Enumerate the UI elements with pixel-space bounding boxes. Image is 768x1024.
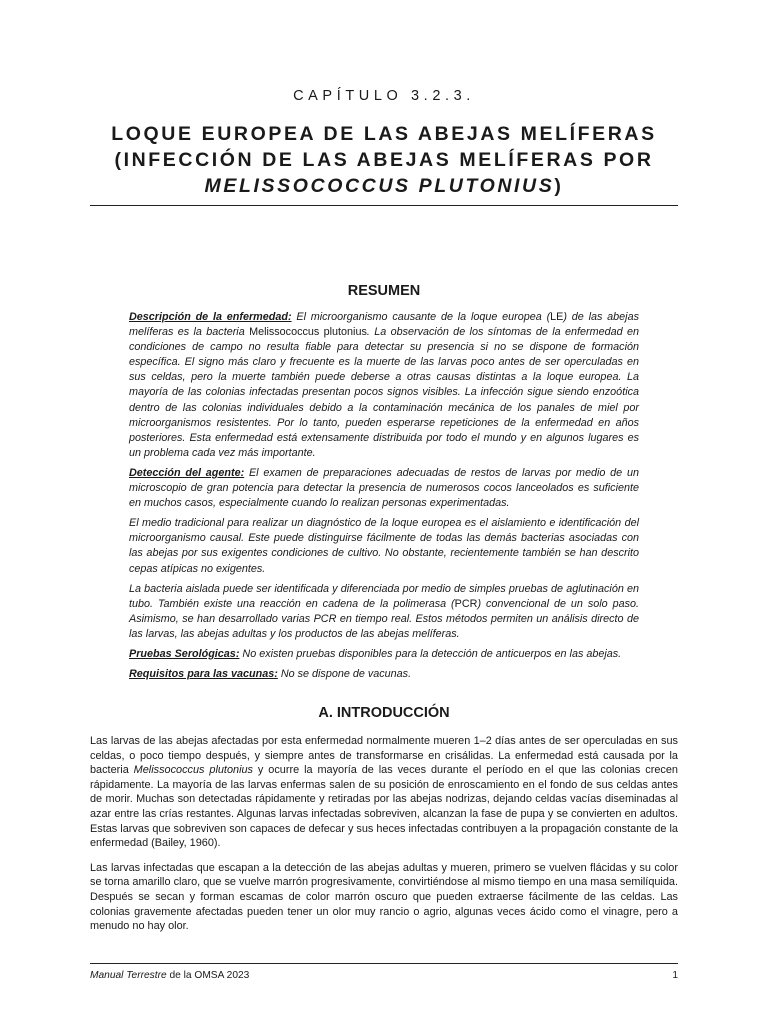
- summary-text: . La observación de los síntomas de la enfermedad en condiciones de campo no resulta fiable para detectar su presencia si no se dispone de formación específica. El signo más claro y frecuente es la muerte de las larvas poco antes de ser operculadas en sus celdas, pero la muerte también puede deberse a otras causas distintas a la loque europea. La mayoría de las colonias infectadas presentan pocos signos visibles. La infección sigue siendo enzoótica dentro de las colonias individuales debido a la contaminación mecánica de los panales de miel por microorganismos resistentes. Por lo tanto, pueden esperarse repeticiones de la enfermedad en años posteriores. Esta enfermedad está extensamente distribuida por todo el mundo y en algunos lugares es un problema cada vez más importante.: [129, 326, 640, 459]
- summary-paragraph-culture: El medio tradicional para realizar un diagnóstico de la loque europea es el aislamiento e identificación del microorganismo causal. Este puede distinguirse fácilmente de todas las demás bacterias asociadas con las abejas por sus exigentes condiciones de cultivo. No obstante, recientemente también se han descrito cepas atípicas no exigentes.: [129, 517, 639, 575]
- body-text: y ocurre la mayoría de las veces durante el período en el que las colonias crecen rápidamente. La mayoría de las larvas enfermas salen de su posición de enroscamiento en el fondo de sus celdas antes de morir. Muchas son detectadas rápidamente y retiradas por las abejas nodrizas, dejando celdas vacías diseminadas al azar entre las crías restantes. Algunas larvas infectadas sobreviven, alcanzan la fase de pupa y se convierten en adultos. Estas larvas que sobreviven son capaces de defecar y sus heces infectadas contribuyen a la propagación constante de la enfermedad (Bailey, 1960).: [90, 764, 678, 850]
- summary-text: El microorganismo causante de la loque europea (: [291, 311, 551, 323]
- summary-paragraph-serology: [129, 647, 639, 662]
- chapter-title: [80, 121, 688, 199]
- summary-label: Descripción de la enfermedad:: [129, 311, 292, 323]
- footer-divider: [90, 963, 678, 964]
- summary-label: Detección del agente:: [129, 466, 245, 479]
- summary-section: [129, 310, 639, 687]
- summary-text: No se dispone de vacunas.: [277, 668, 412, 681]
- summary-text: ) convencional de un solo paso. Asimismo, se han desarrollado varias PCR en tiempo real. Estos métodos permiten un análisis directo de las larvas, las abejas adultas y los productos de las abejas melíferas.: [129, 597, 640, 640]
- summary-heading: RESUMEN: [347, 283, 421, 299]
- body-text-species: Melissococcus plutonius: [133, 764, 253, 777]
- summary-paragraph-identification: [129, 582, 639, 642]
- body-text: Las larvas de las abejas afectadas por esta enfermedad normalmente mueren 1–2 días antes de ser operculadas en sus celdas, o poco tiempo después, y siempre antes de transformarse en crisálidas. La enfermedad está causada por la bacteria: [90, 735, 678, 777]
- introduction-heading: A. INTRODUCCIÓN: [318, 705, 450, 721]
- title-line-1: LOQUE EUROPEA DE LAS ABEJAS MELÍFERAS: [111, 123, 657, 145]
- title-close-paren: ): [554, 175, 564, 197]
- title-species: MELISSOCOCCUS PLUTONIUS: [204, 175, 555, 197]
- introduction-section: [90, 734, 678, 944]
- summary-text: La bacteria aislada puede ser identificada y diferenciada por medio de simples pruebas de aglutinación en tubo. También existe una reacción en cadena de la polimerasa (: [129, 582, 639, 610]
- introduction-paragraph-1: [90, 734, 678, 851]
- summary-paragraph-description: [129, 310, 639, 461]
- summary-paragraph-detection: [129, 466, 639, 511]
- top-divider: [90, 205, 678, 206]
- chapter-number: CAPÍTULO 3.2.3.: [293, 88, 475, 104]
- summary-text: El examen de preparaciones adecuadas de restos de larvas por medio de un microscopio de gran potencia para detectar la presencia de numerosos cocos lanceolados es suficiente en muchos casos, especialmente cuando lo realizan personas experimentadas.: [129, 466, 639, 510]
- title-line-3: [80, 173, 688, 199]
- footer-manual-edition: de la OMSA 2023: [166, 970, 250, 981]
- footer-manual-name: Manual Terrestre: [90, 970, 167, 981]
- title-line-2: (INFECCIÓN DE LAS ABEJAS MELÍFERAS POR: [114, 149, 654, 171]
- summary-text: ) de las abejas melíferas es la bacteria: [129, 311, 639, 339]
- summary-label: Pruebas Serológicas:: [129, 647, 240, 660]
- footer-manual-title: [90, 970, 249, 981]
- introduction-paragraph-2: Las larvas infectadas que escapan a la detección de las abejas adultas y mueren, primero se vuelven flácidas y su color se torna amarillo claro, que se vuelve marrón progresivamente, convirtiéndose al mismo tiempo en una masa semilíquida. Después se secan y forman escamas de color marrón oscuro que pueden extraerse fácilmente de las celdas. Las colonias gravemente afectadas pueden tener un olor muy rancio o agrio, algunas veces ácido como el vinagre, pero a menudo no hay olor.: [90, 861, 678, 933]
- summary-text: LE: [550, 311, 564, 323]
- summary-paragraph-vaccines: [129, 667, 639, 682]
- summary-label: Requisitos para las vacunas:: [129, 668, 278, 681]
- page-number: 1: [672, 970, 678, 981]
- summary-text: Melissococcus plutonius: [249, 326, 367, 339]
- summary-text: PCR: [454, 597, 478, 610]
- summary-text: No existen pruebas disponibles para la detección de anticuerpos en las abejas.: [239, 647, 622, 660]
